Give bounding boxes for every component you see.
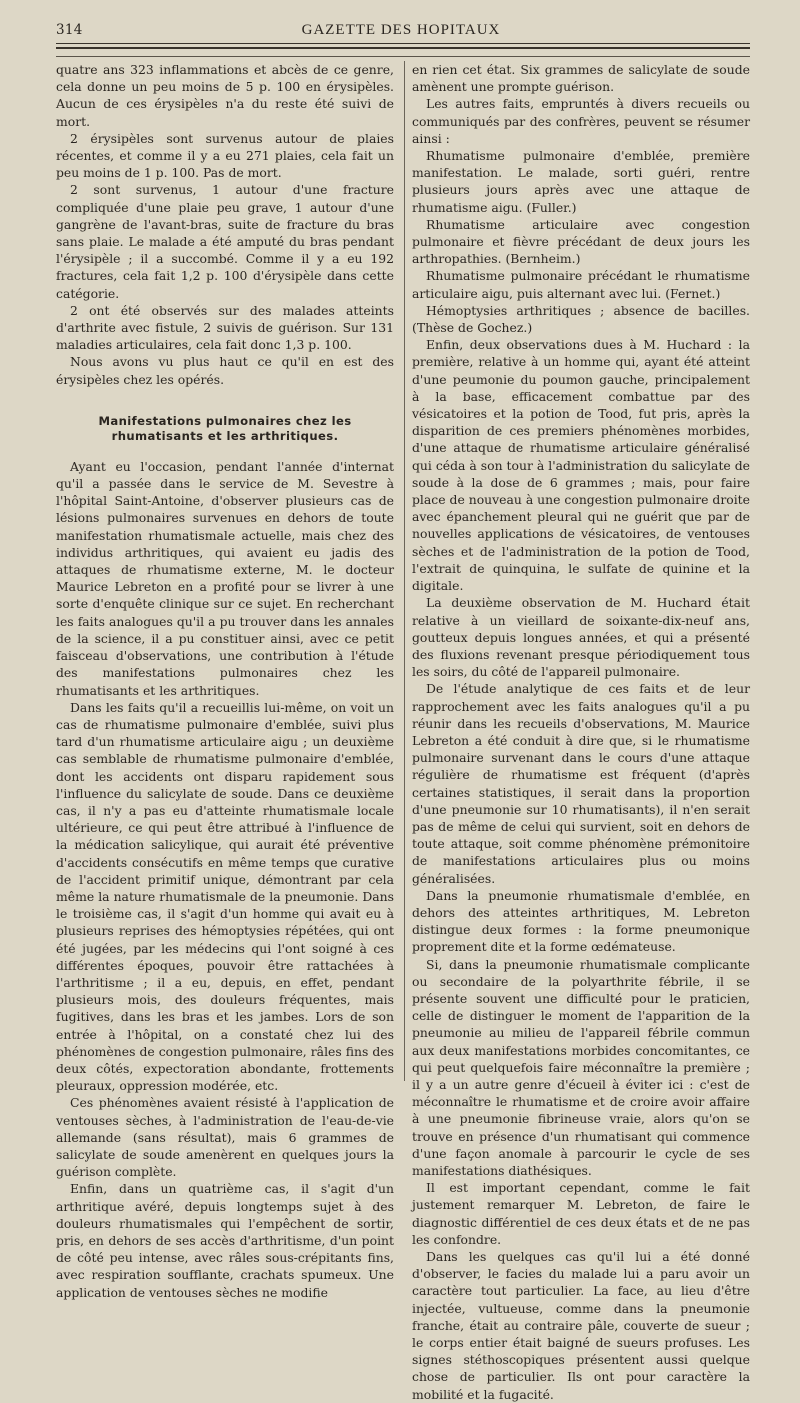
paragraph: en rien cet état. Six grammes de salicylate de soude amènent une prompte guérison. — [412, 62, 750, 95]
page-header — [56, 22, 746, 42]
right-column — [412, 61, 750, 1403]
paragraph: Rhumatisme articulaire avec congestion pulmonaire et fièvre précédant de deux jours les arthropathies. (Bernheim.) — [412, 216, 750, 267]
paragraph: 2 érysipèles sont survenus autour de plaies récentes, et comme il y a eu 271 plaies, cela fait un peu moins de 1 p. 100. Pas de mort. — [56, 130, 394, 181]
paragraph: 2 ont été observés sur des malades atteints d'arthrite avec fistule, 2 suivis de guérison. Sur 131 maladies articulaires, cela fait donc 1,3 p. 100. — [56, 302, 394, 353]
paragraph: Il est important cependant, comme le fait justement remarquer M. Lebreton, de faire le diagnostic différentiel de ces deux états et de ne pas les confondre. — [412, 1180, 750, 1247]
paragraph: Les autres faits, empruntés à divers recueils ou communiqués par des confrères, peuvent se résumer ainsi : — [412, 96, 750, 146]
journal-title: GAZETTE DES HOPITAUX — [301, 22, 501, 38]
paragraph: Hémoptysies arthritiques ; absence de bacilles. (Thèse de Gochez.) — [412, 302, 750, 336]
paragraph: Si, dans la pneumonie rhumatismale complicante ou secondaire de la polyarthrite fébrile, il se présente souvent une difficulté pour le praticien, celle de distinguer le moment de l'apparition de la pneumonie au milieu de l'appareil fébrile commun aux deux manifestations morbides concomitantes, ce qui peut quelquefois faire méconnaître la première ; il y a un autre genre d'écueil à éviter ici : c'est de méconnaître le rhumatisme et de croire avoir affaire à une pneumonie fibrineuse vraie, alors qu'on se trouve en présence d'un rhumatisant qui commence d'une façon anomale à parcourir le cycle de ses manifestations diathésiques. — [412, 956, 750, 1178]
column-divider — [404, 61, 405, 1081]
paragraph: Enfin, dans un quatrième cas, il s'agit d'un arthritique avéré, depuis longtemps sujet à des douleurs rhumatismales qui l'empêchent de sortir, pris, en dehors de ses accès d'arthritisme, d'un point de côté peu intense, avec râles sous-crépitants fins, avec respiration soufflante, crachats spumeux. Une application de ventouses sèches ne modifie — [56, 1181, 394, 1300]
section-heading: Manifestations pulmonaires chez les rhumatisants et les arthritiques. — [98, 413, 352, 443]
paragraph: Nous avons vu plus haut ce qu'il en est des érysipèles chez les opérés. — [56, 354, 394, 387]
paragraph: Enfin, deux observations dues à M. Huchard : la première, relative à un homme qui, ayant été atteint d'une peumonie du poumon gauche, principalement à la base, efficacement combattue par des vésicatoires et la potion de Tood, fut pris, après la disparition de ces premiers phénomènes morbides, d'une attaque de rhumatisme articulaire généralisé qui céda à son tour à l'administration du salicylate de soude à la dose de 6 grammes ; mais, pour faire place de nouveau à une congestion pulmonaire droite avec épanchement pleural qui ne guérit que par de nouvelles applications de vésicatoires, de ventouses sèches et de l'administration de la potion de Tood, l'extrait de quinquina, le sulfate de quinine et la digitale. — [412, 337, 750, 594]
paragraph: De l'étude analytique de ces faits et de leur rapprochement avec les faits analogues qu'il a pu réunir dans les recueils d'observations, M. Maurice Lebreton a été conduit à dire que, si le rhumatisme pulmonaire survenant dans le cours d'une attaque régulière de rhumatisme est fréquent (d'après certaines statistiques, il serait dans la proportion d'une pneumonie sur 10 rhumatisants), il n'en serait pas de même de celui qui survient, soit en dehors de toute attaque, soit comme phénomène prémonitoire de manifestations articulaires plus ou moins généralisées. — [412, 681, 750, 886]
paragraph: Rhumatisme pulmonaire précédant le rhumatisme articulaire aigu, puis alternant avec lui. (Fernet.) — [412, 268, 750, 301]
header-rule-bottom — [56, 56, 750, 57]
paragraph: Dans les quelques cas qu'il lui a été donné d'observer, le facies du malade lui a paru avoir un caractère tout particulier. La face, au lieu d'être injectée, vultueuse, comme dans la pneumonie franche, était au contraire pâle, couverte de sueur ; le corps entier était baigné de sueurs profuses. Les signes stéthoscopiques présentent aussi quelque chose de particulier. Ils ont pour caractère la mobilité et la fugacité. — [412, 1249, 750, 1402]
header-rule-thick — [56, 47, 750, 49]
left-column — [56, 61, 394, 1301]
page-number: 314 — [56, 22, 83, 38]
paragraph: Dans les faits qu'il a recueillis lui-même, on voit un cas de rhumatisme pulmonaire d'emblée, suivi plus tard d'un rhumatisme articulaire aigu ; un deuxième cas semblable de rhumatisme pulmonaire d'emblée, dont les accidents ont disparu rapidement sous l'influence du salicylate de soude. Dans ce deuxième cas, il n'y a pas eu d'atteinte rhumatismale locale ultérieure, ce qui peut être attribué à l'influence de la médication salicylique, qui aurait été préventive d'accidents consécutifs en même temps que curative de l'accident primitif unique, démontrant par cela même la nature rhumatismale de la pneumonie. Dans le troisième cas, il s'agit d'un homme qui avait eu à plusieurs reprises des hémoptysies répétées, qui ont été jugées, par les médecins qui l'ont soigné à ces différentes époques, pouvoir être rattachées à l'arthritisme ; il a eu, depuis, en effet, pendant plusieurs mois, des douleurs fréquentes, mais fugitives, dans les bras et les jambes. Lors de son entrée à l'hôpital, on a constaté chez lui des phénomènes de congestion pulmonaire, râles fins des deux côtés, expectoration abondante, frottements pleuraux, oppression modérée, etc. — [56, 699, 394, 1094]
header-rule — [56, 43, 750, 44]
paragraph: La deuxième observation de M. Huchard était relative à un vieillard de soixante-dix-neuf ans, goutteux depuis longues années, et qui a présenté des fluxions revenant presque périodiquement tous les soirs, du côté de l'appareil pulmonaire. — [412, 595, 750, 680]
paragraph: Ces phénomènes avaient résisté à l'application de ventouses sèches, à l'administration de l'eau-de-vie allemande (sans résultat), mais 6 grammes de salicylate de soude amenèrent en quelques jours la guérison complète. — [56, 1095, 394, 1180]
paragraph: quatre ans 323 inflammations et abcès de ce genre, cela donne un peu moins de 5 p. 100 en érysipèles. Aucun de ces érysipèles n'a du reste été suivi de mort. — [56, 62, 394, 129]
paragraph: Dans la pneumonie rhumatismale d'emblée, en dehors des atteintes arthritiques, M. Lebreton distingue deux formes : la forme pneumonique proprement dite et la forme œdémateuse. — [412, 887, 750, 955]
paragraph: 2 sont survenus, 1 autour d'une fracture compliquée d'une plaie peu grave, 1 autour d'une gangrène de l'avant-bras, suite de fracture du bras sans plaie. Le malade a été amputé du bras pendant l'érysipèle ; il a succombé. Comme il y a eu 192 fractures, cela fait 1,2 p. 100 d'érysipèle dans cette catégorie. — [56, 182, 394, 301]
paragraph: Ayant eu l'occasion, pendant l'année d'internat qu'il a passée dans le service de M. Sevestre à l'hôpital Saint-Antoine, d'observer plusieurs cas de lésions pulmonaires survenues en dehors de toute manifestation rhumatismale actuelle, mais chez des individus arthritiques, qui avaient eu jadis des attaques de rhumatisme externe, M. le docteur Maurice Lebreton en a profité pour se livrer à une sorte d'enquête clinique sur ce sujet. En recherchant les faits analogues qu'il a pu trouver dans les annales de la science, il a pu constituer ainsi, avec ce petit faisceau d'observations, une contribution à l'étude des manifestations pulmonaires chez les rhumatisants et les arthritiques. — [56, 458, 394, 698]
paragraph: Rhumatisme pulmonaire d'emblée, première manifestation. Le malade, sorti guéri, rentre plusieurs jours après avec une attaque de rhumatisme aigu. (Fuller.) — [412, 148, 750, 215]
